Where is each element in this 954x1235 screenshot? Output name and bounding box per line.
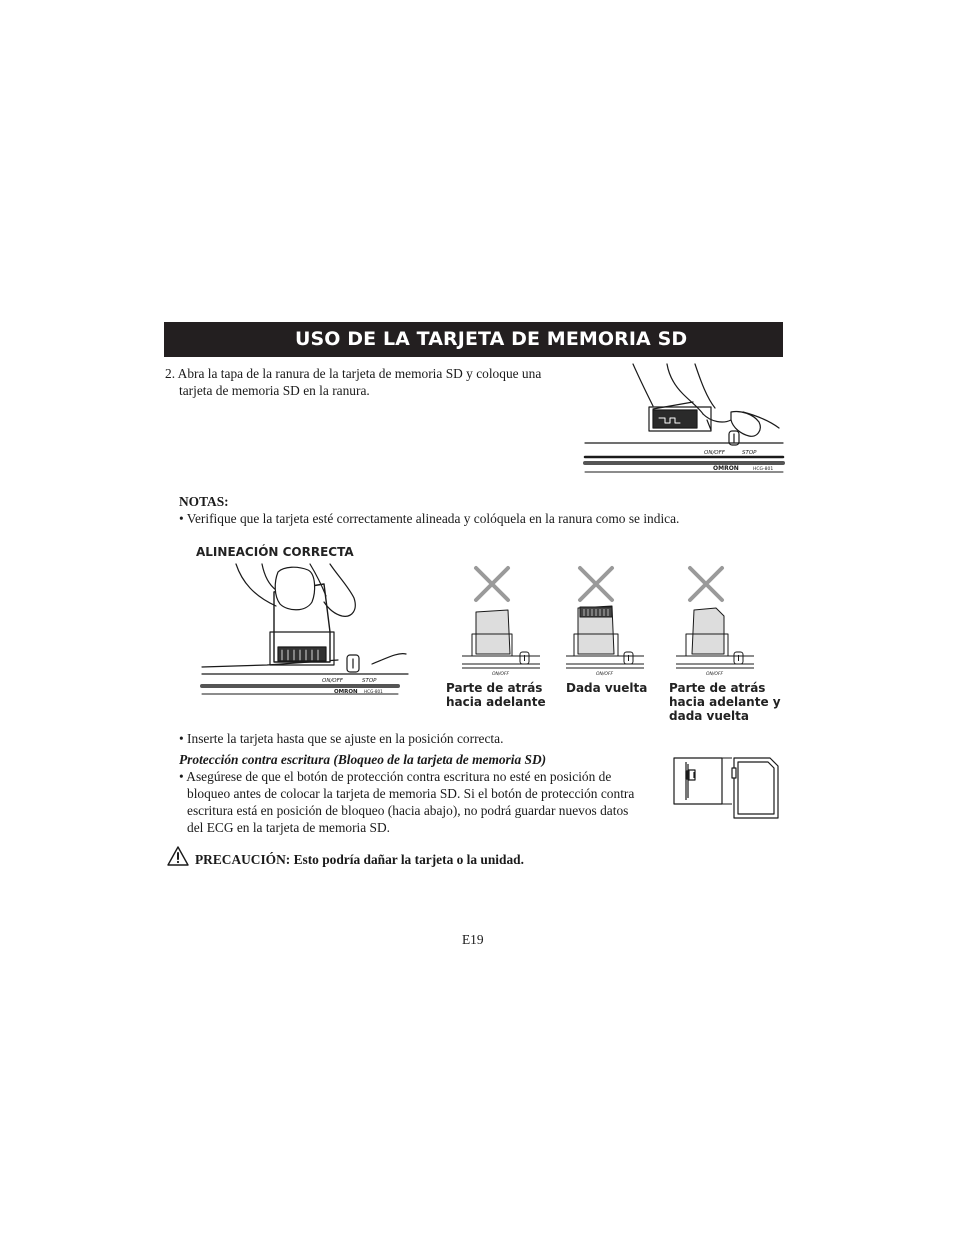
wrong-3-caption-line-3: dada vuelta — [669, 709, 750, 723]
wrong3-onoff-label: ON/OFF — [706, 672, 724, 677]
sd-card-lock-illustration — [672, 754, 784, 820]
wrong-1-caption-line-1: Parte de atrás — [446, 681, 543, 695]
wrong-x-icon — [580, 568, 612, 600]
card-insertion-illustration — [583, 362, 783, 477]
wrong-alignment-1-illustration — [462, 564, 542, 679]
device-onoff-label: ON/OFF — [704, 450, 725, 456]
write-protection-heading: Protección contra escritura (Bloqueo de la tarjeta de memoria SD) — [179, 752, 547, 767]
wrong1-onoff-label: ON/OFF — [492, 672, 510, 677]
device-stop-label: STOP — [742, 450, 757, 456]
page-number: E19 — [462, 932, 484, 947]
wrong2-onoff-label: ON/OFF — [596, 672, 614, 677]
warning-triangle-icon — [167, 846, 189, 866]
caution-text: PRECAUCIÓN: Esto podría dañar la tarjeta o la unidad. — [195, 852, 524, 867]
notes-bullet-1: • Verifique que la tarjeta esté correctamente alineada y colóquela en la ranura como se indica. — [179, 511, 680, 526]
wrong-x-icon — [476, 568, 508, 600]
wrong-x-icon — [690, 568, 722, 600]
section-title: USO DE LA TARJETA DE MEMORIA SD — [164, 322, 783, 357]
correct-stop-label: STOP — [362, 678, 377, 684]
step-2-line-1: 2. Abra la tapa de la ranura de la tarjeta de memoria SD y coloque una — [165, 366, 542, 381]
correct-alignment-illustration — [202, 562, 412, 702]
wrong-2-caption: Dada vuelta — [566, 681, 648, 695]
wrong-1-caption-line-2: hacia adelante — [446, 695, 546, 709]
wrong-alignment-2-illustration — [566, 564, 646, 679]
wrong-3-caption-line-1: Parte de atrás — [669, 681, 766, 695]
wrong-alignment-3-illustration — [676, 564, 756, 679]
write-protection-line-1: • Asegúrese de que el botón de protección contra escritura no esté en posición de — [179, 769, 612, 784]
write-protection-line-3: escritura está en posición de bloqueo (hacia abajo), no podrá guardar nuevos datos — [187, 803, 629, 818]
correct-model-label: HCG-801 — [364, 689, 383, 694]
write-protection-line-2: bloqueo antes de colocar la tarjeta de memoria SD. Si el botón de protección contra — [187, 786, 635, 801]
notes-heading: NOTAS: — [179, 494, 229, 509]
brand-logo-text: OMRON — [713, 465, 739, 472]
correct-onoff-label: ON/OFF — [322, 678, 343, 684]
insert-note: • Inserte la tarjeta hasta que se ajuste en la posición correcta. — [179, 731, 504, 746]
device-model-label: HCG-801 — [753, 467, 774, 472]
step-2-line-2: tarjeta de memoria SD en la ranura. — [179, 383, 370, 398]
write-protection-line-4: del ECG en la tarjeta de memoria SD. — [187, 820, 391, 835]
correct-alignment-label: ALINEACIÓN CORRECTA — [196, 545, 354, 559]
correct-brand-text: OMRON — [334, 689, 358, 695]
wrong-3-caption-line-2: hacia adelante y — [669, 695, 781, 709]
